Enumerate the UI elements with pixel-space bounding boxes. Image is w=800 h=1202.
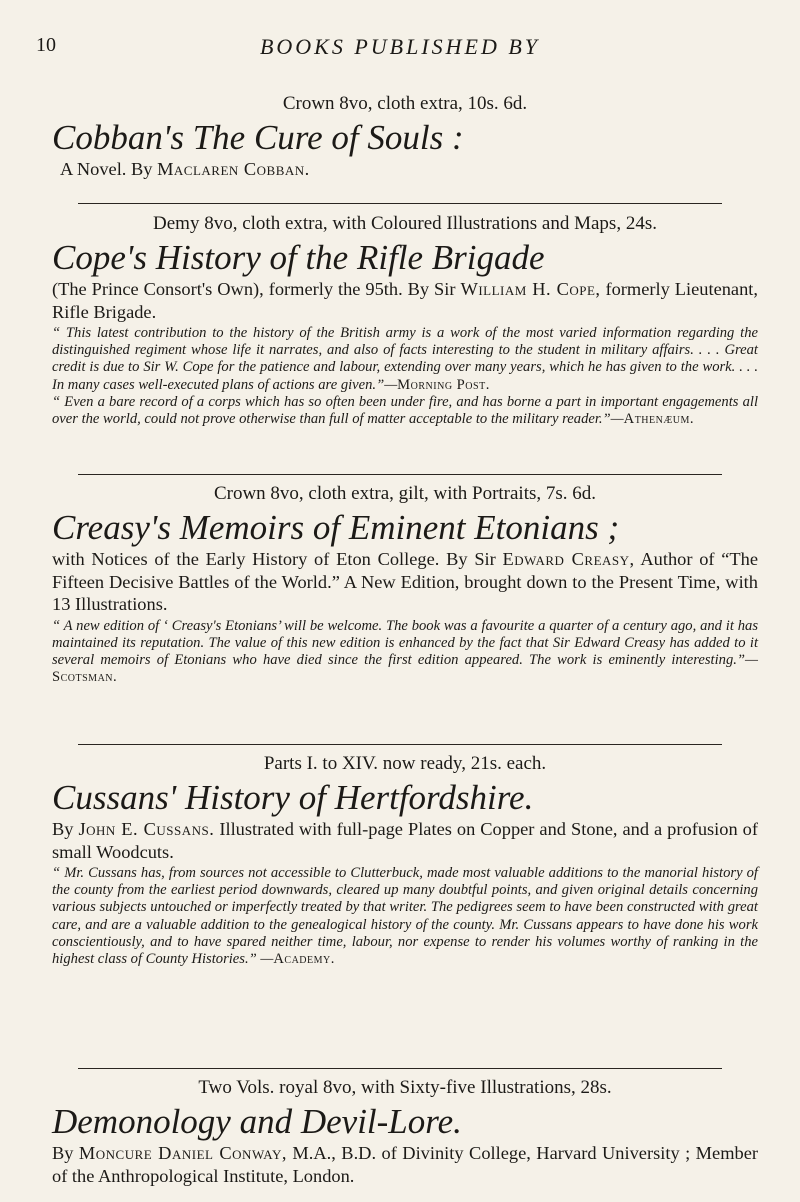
author-name: John E. Cussans. <box>78 819 215 839</box>
running-head <box>0 34 800 62</box>
section-divider <box>78 744 722 745</box>
publication-details: Crown 8vo, cloth extra, gilt, with Portraits, 7s. 6d. <box>213 483 597 504</box>
review-quote <box>52 865 758 968</box>
author-name: Edward Creasy, <box>502 549 635 569</box>
review-source: Scotsman. <box>52 669 118 686</box>
author-name: Maclaren Cobban. <box>157 159 310 179</box>
catalog-entry-cope <box>52 212 758 428</box>
description-text: Illustrated with full-page Plates on Copper and Stone, and a profusion of small Woodcuts. <box>52 819 758 862</box>
review-source: Athenæum. <box>623 411 695 428</box>
description-text: A Novel. By <box>60 159 158 179</box>
book-title: Cussans' History of Hertfordshire. <box>52 778 534 817</box>
description-text: By <box>52 1143 79 1163</box>
book-description <box>60 158 758 181</box>
book-title: Cope's History of the Rifle Brigade <box>52 238 545 277</box>
review-text: “ This latest contribution to the history of the British army is a work of the most varied information regarding the distinguished regiment whose life it narrates, and also of facts interesting to the student in military affairs. . . . Great credit is due to Sir W. Cope for the patience and labour, extending over many years, which he has given to the work. . . . In many cases well-executed plans of actions are given.”— <box>52 325 758 393</box>
review-quote <box>52 394 758 428</box>
description-text: M.A., B.D. of Divinity College, Harvard University ; Member of the Anthropological Institute, London. <box>52 1143 758 1186</box>
section-divider <box>78 203 722 204</box>
catalog-entry-creasy <box>52 482 758 686</box>
section-divider <box>78 474 722 475</box>
section-divider <box>78 1068 722 1069</box>
review-source: Morning Post. <box>397 376 490 393</box>
book-title: Creasy's Memoirs of Eminent Etonians ; <box>52 508 620 547</box>
book-description <box>52 278 758 323</box>
author-name: William H. Cope, <box>460 279 601 299</box>
publication-details: Crown 8vo, cloth extra, 10s. 6d. <box>282 93 528 114</box>
catalog-entry-cobban <box>52 92 758 181</box>
publication-details: Two Vols. royal 8vo, with Sixty-five Illustrations, 28s. <box>198 1077 612 1098</box>
description-text: with Notices of the Early History of Eton College. By Sir <box>52 549 503 569</box>
description-text: By <box>52 819 79 839</box>
review-text: “ Mr. Cussans has, from sources not accessible to Clutterbuck, made most valuable additions to the manorial history of the county from the earliest period downwards, cleared up many doubtful points, and given original details concerning various subjects untouched or imperfectly treated by that writer. The pedigrees seem to have been constructed with great care, and are a valuable addition to the genealogical history of the county. Mr. Cussans appears to have done his work conscientiously, and to have spared neither time, labour, nor expense to render his volumes worthy of ranking in the highest class of County Histories.” — <box>52 865 758 968</box>
review-quote <box>52 618 758 687</box>
book-description <box>52 818 758 863</box>
catalog-entry-cussans <box>52 752 758 968</box>
review-quote <box>52 325 758 394</box>
page-number: 10 <box>36 34 56 56</box>
description-text: formerly Lieutenant, Rifle Brigade. <box>52 279 758 322</box>
book-description <box>52 548 758 616</box>
review-text: “ A new edition of ‘ Creasy's Etonians’ will be welcome. The book was a favourite a quarter of a century ago, and it has maintained its reputation. The value of this new edition is enhanced by the fact that Sir Edward Creasy has added to it several memoirs of Etonians who have died since the first edition appeared. The work is eminently interesting.”— <box>52 617 758 668</box>
publication-details: Demy 8vo, cloth extra, with Coloured Illustrations and Maps, 24s. <box>153 213 657 234</box>
book-description <box>52 1142 758 1187</box>
book-title: Demonology and Devil-Lore. <box>52 1102 462 1141</box>
review-text: “ Even a bare record of a corps which has so often been under fire, and has borne a part in important engagements all over the world, could not prove otherwise than full of matter acceptable to the military reader.”— <box>52 393 758 428</box>
author-name: Moncure Daniel Conway, <box>78 1143 287 1163</box>
running-head-title: BOOKS PUBLISHED BY <box>259 34 541 59</box>
description-text: (The Prince Consort's Own), formerly the 95th. By Sir <box>52 279 461 299</box>
book-title: Cobban's The Cure of Souls : <box>52 118 464 157</box>
review-source: Academy. <box>273 951 335 968</box>
catalog-entry-conway <box>52 1076 758 1187</box>
publication-details: Parts I. to XIV. now ready, 21s. each. <box>263 753 547 774</box>
description-text: Author of “The Fifteen Decisive Battles of the World.” A New Edition, brought down to the Present Time, with 13 Illustrations. <box>52 549 759 614</box>
